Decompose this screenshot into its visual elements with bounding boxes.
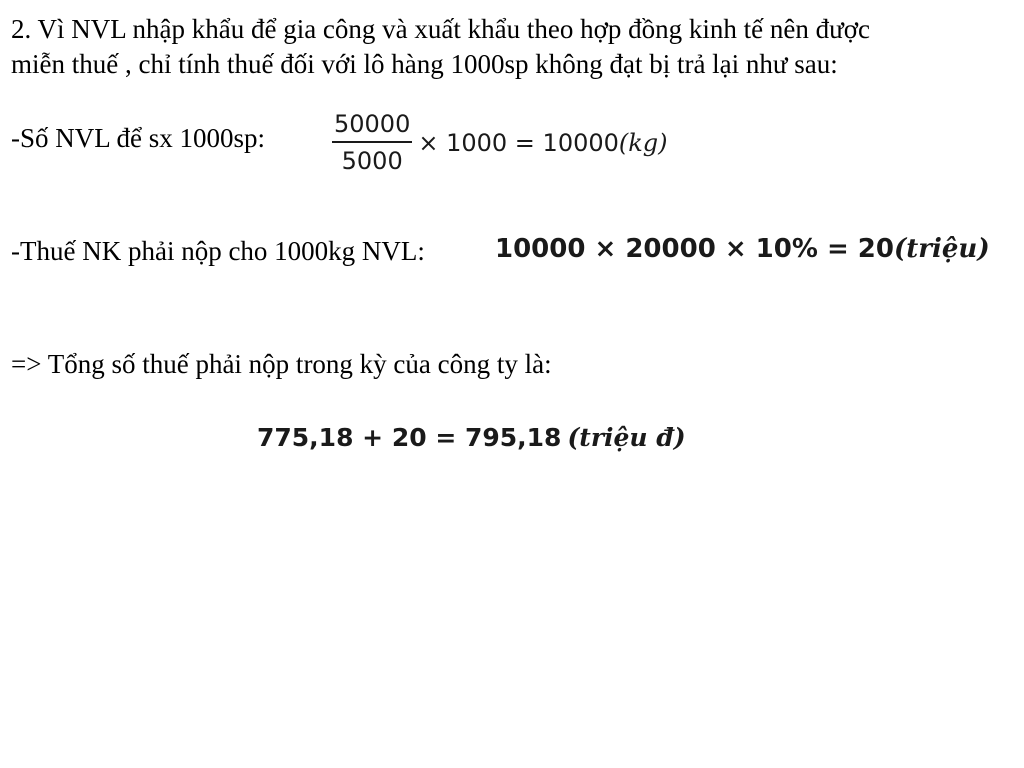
formula-tax-expr: 10000 × 20000 × 10% = 20 <box>495 234 894 264</box>
formula-tax <box>495 234 990 264</box>
nvl-label: -Số NVL để sx 1000sp: <box>11 123 265 153</box>
formula-tax-unit: (triệu) <box>894 234 990 264</box>
fraction-denominator: 5000 <box>341 147 403 175</box>
formula-nvl-rest: × 1000 = 10000 <box>418 128 619 157</box>
total-label: => Tổng số thuế phải nộp trong kỳ của công ty là: <box>11 349 552 379</box>
fraction <box>332 112 412 173</box>
formula-nvl-unit: (kg) <box>618 128 668 157</box>
intro-line-1: 2. Vì NVL nhập khẩu để gia công và xuất khẩu theo hợp đồng kinh tế nên được <box>11 14 871 44</box>
fraction-numerator: 50000 <box>334 110 411 138</box>
formula-total-expr: 775,18 + 20 = 795,18 <box>257 423 562 452</box>
fraction-bar <box>332 141 412 143</box>
tax-label: -Thuế NK phải nộp cho 1000kg NVL: <box>11 236 425 266</box>
intro-line-2: miễn thuế , chỉ tính thuế đối với lô hàng 1000sp không đạt bị trả lại như sau: <box>11 49 838 79</box>
formula-total-unit: (triệu đ) <box>567 423 686 452</box>
formula-total <box>257 423 686 452</box>
formula-nvl <box>332 112 668 173</box>
